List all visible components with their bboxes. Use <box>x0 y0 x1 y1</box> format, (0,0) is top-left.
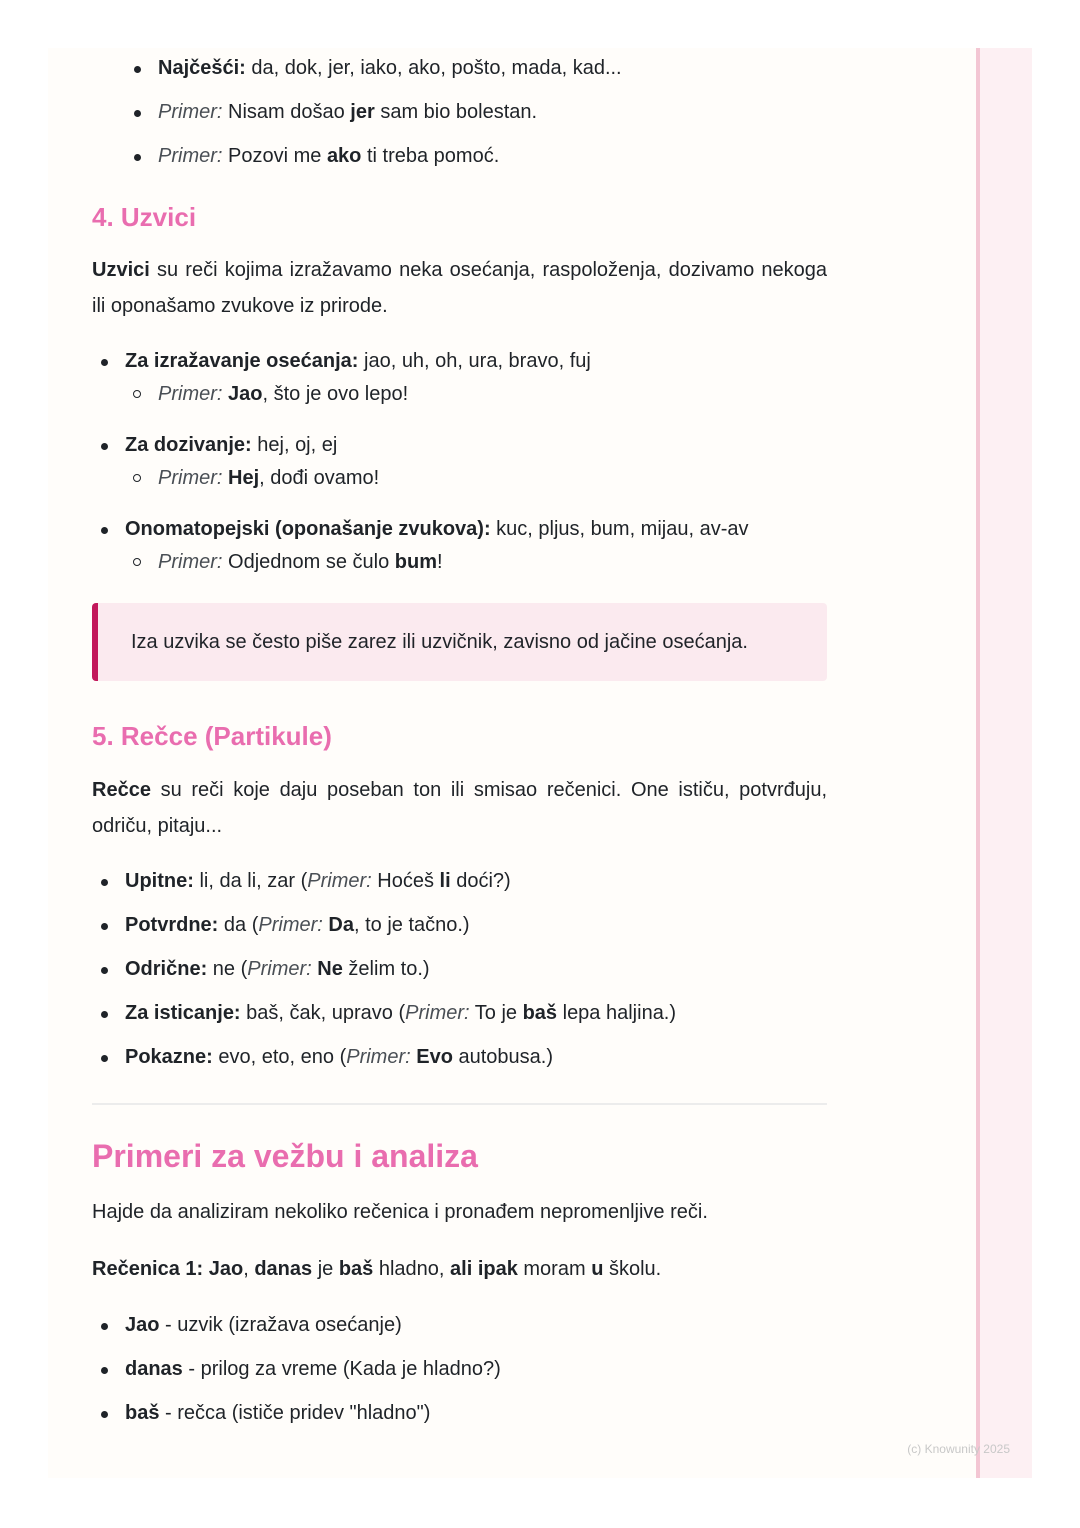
list-item: Upitne: li, da li, zar (Primer: Hoćeš li doći?) <box>92 863 827 899</box>
list-item: Potvrdne: da (Primer: Da, to je tačno.) <box>92 907 827 943</box>
particle-list <box>92 863 827 1075</box>
example-item: Primer: Jao, što je ovo lepo! <box>125 376 827 412</box>
example-sublist <box>125 376 827 412</box>
list-item: Za dozivanje: hej, oj, ej Primer: Hej, dođi ovamo! <box>92 427 827 496</box>
example-sublist <box>125 460 827 496</box>
example-item: Primer: Hej, dođi ovamo! <box>125 460 827 496</box>
section-intro: Rečce su reči koje daju poseban ton ili smisao rečenici. One ističu, potvrđuju, odriču, pitaju... <box>92 779 827 837</box>
interjection-list <box>92 343 827 580</box>
list-item: Pokazne: evo, eto, eno (Primer: Evo autobusa.) <box>92 1039 827 1075</box>
practice-intro: Hajde da analiziram nekoliko rečenica i pronađem nepromenljive reči. <box>92 1201 708 1223</box>
section-intro: Uzvici su reči kojima izražavamo neka osećanja, raspoloženja, dozivamo nekoga ili oponašamo zvukove iz prirode. <box>92 259 827 317</box>
note-callout: Iza uzvika se često piše zarez ili uzvičnik, zavisno od jačine osećanja. <box>92 603 827 681</box>
list-item: Primer: Pozovi me ako ti treba pomoć. <box>125 138 827 174</box>
conjunction-list <box>125 48 827 174</box>
section-heading-recce: 5. Rečce (Partikule) <box>92 721 332 751</box>
list-item: baš - rečca (ističe pridev "hladno") <box>92 1395 827 1431</box>
example-item: Primer: Odjednom se čulo bum! <box>125 544 827 580</box>
list-item: Najčešći: da, dok, jer, iako, ako, pošto, mada, kad... <box>125 50 827 86</box>
list-item: Za isticanje: baš, čak, upravo (Primer: To je baš lepa haljina.) <box>92 995 827 1031</box>
page-margin-strip <box>976 48 1032 1478</box>
practice-heading: Primeri za vežbu i analiza <box>92 1138 478 1174</box>
document-content <box>92 48 827 1439</box>
margin-line <box>976 48 980 1478</box>
analysis-list <box>92 1307 827 1431</box>
list-item: danas - prilog za vreme (Kada je hladno?) <box>92 1351 827 1387</box>
list-item: Jao - uzvik (izražava osećanje) <box>92 1307 827 1343</box>
list-item: Onomatopejski (oponašanje zvukova): kuc, pljus, bum, mijau, av-av Primer: Odjednom se čulo bum! <box>92 511 827 580</box>
section-heading-uzvici: 4. Uzvici <box>92 202 197 232</box>
document-page <box>48 48 1032 1478</box>
watermark: (c) Knowunity 2025 <box>907 1442 1010 1456</box>
section-divider <box>92 1103 827 1105</box>
list-item: Primer: Nisam došao jer sam bio bolestan. <box>125 94 827 130</box>
list-item: Za izražavanje osećanja: jao, uh, oh, ura, bravo, fuj Primer: Jao, što je ovo lepo! <box>92 343 827 412</box>
example-sentence: Rečenica 1: Jao, danas je baš hladno, ali ipak moram u školu. <box>92 1258 662 1280</box>
list-item: Odrične: ne (Primer: Ne želim to.) <box>92 951 827 987</box>
example-sublist <box>125 544 827 580</box>
